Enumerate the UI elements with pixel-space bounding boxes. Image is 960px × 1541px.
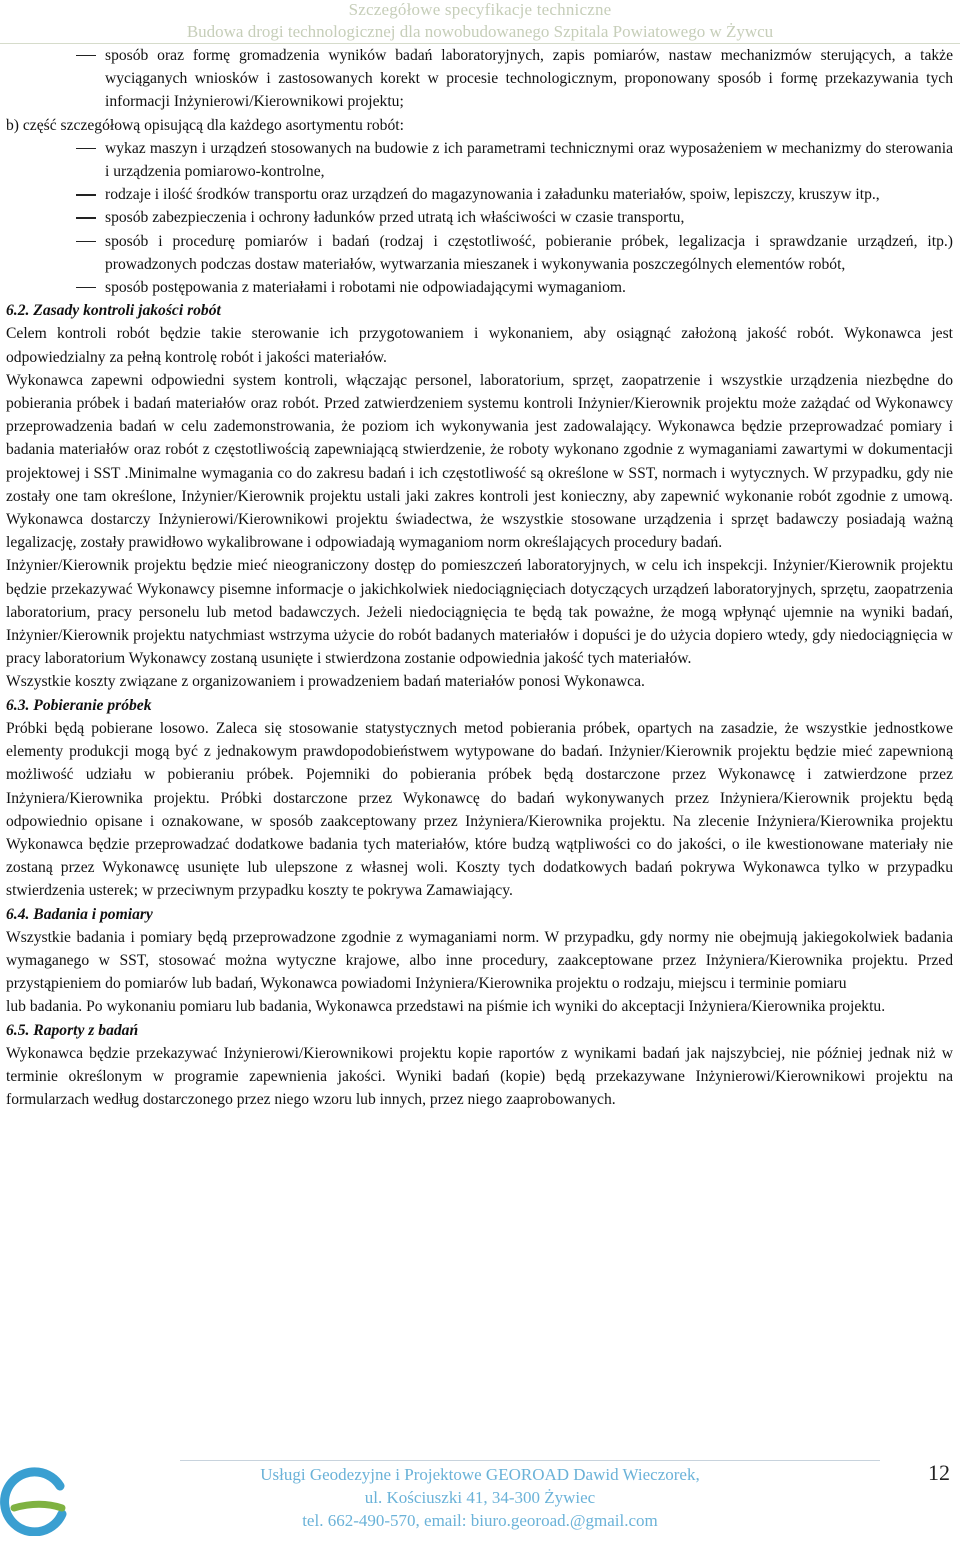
georoad-logo-icon — [0, 1464, 80, 1536]
list-item: sposób postępowania z materiałami i robotami nie odpowiadającymi wymaganiom. — [6, 276, 953, 299]
list-item: wykaz maszyn i urządzeń stosowanych na budowie z ich parametrami technicznymi oraz wyposażeniem w mechanizmy do sterowania i urządzenia pomiarowo-kontrolne, — [6, 137, 953, 183]
header-subtitle: Budowa drogi technologicznej dla nowobudowanego Szpitala Powiatowego w Żywcu — [186, 22, 774, 41]
footer-company: Usługi Geodezyjne i Projektowe GEOROAD Dawid Wieczorek, — [260, 1465, 700, 1484]
section-heading-6-2: 6.2. Zasady kontroli jakości robót — [6, 302, 221, 320]
document-body — [6, 44, 953, 1111]
section-heading-6-5: 6.5. Raporty z badań — [6, 1021, 139, 1039]
paragraph: Inżynier/Kierownik projektu będzie mieć nieograniczony dostęp do pomieszczeń laboratoryjnych, w celu ich inspekcji. Inżynier/Kierownik projektu będzie przekazywać Wykonawcy pisemne informacje o jakichkolwiek niedociągnięciach dotyczących urządzeń laboratoryjnych, sprzętu, zaopatrzenia laboratorium, pracy personelu lub metod badawczych. Jeżeli niedociągnięcia te będą tak poważne, że mogą wpłynąć ujemnie na wyniki badań, Inżynier/Kierownik projektu natychmiast wstrzyma użycie do robót badanych materiałów i dopuści je do użycia dopiero wtedy, gdy niedociągnięcia w pracy laboratorium Wykonawcy zostaną usunięte i stwierdzona zostanie odpowiednia jakość tych materiałów. — [6, 557, 953, 668]
header-title: Szczegółowe specyfikacje techniczne — [348, 0, 612, 19]
paragraph: Celem kontroli robót będzie takie sterowanie ich przygotowaniem i wykonaniem, aby osiągnąć założoną jakość robót. Wykonawca jest odpowiedzialny za pełną kontrolę robót i jakości materiałów. — [6, 325, 953, 366]
footer-address: ul. Kościuszki 41, 34-300 Żywiec — [364, 1488, 596, 1507]
paragraph: Wszystkie badania i pomiary będą przeprowadzone zgodnie z wymaganiami norm. W przypadku, gdy normy nie obejmują jakiegokolwiek badania wymaganego w SST, stosować można wytyczne krajowe, albo inne procedury, zaakceptowane przez Inżyniera/Kierownika projektu. Przed przystąpieniem do pomiarów lub badań, Wykonawca powiadomi Inżyniera/Kierownika projektu o rodzaju, miejscu i terminie pomiaru — [6, 928, 953, 993]
paragraph: Wykonawca zapewni odpowiedni system kontroli, włączając personel, laboratorium, sprzęt, zaopatrzenie i wszystkie urządzenia niezbędne do pobierania próbek i badań materiałów oraz robót. Przed zatwierdzeniem systemu kontroli Inżynier/Kierownik projektu może zażądać od Wykonawcy przeprowadzenia badań w celu zademonstrowania, że poziom ich wykonywania jest zadowalający. Wykonawca będzie przeprowadzać pomiary i badania materiałów oraz robót z częstotliwością zapewniającą stwierdzenie, że roboty wykonano zgodnie z wymaganiami zawartymi w dokumentacji projektowej i SST .Minimalne wymagania co do zakresu badań i ich częstotliwość są określone w SST, normach i wytycznych. W przypadku, gdy nie zostały one tam określone, Inżynier/Kierownik projektu ustali jaki zakres kontroli jest konieczny, aby zapewnić wykonanie robót zgodnie z umową. Wykonawca dostarczy Inżynierowi/Kierownikowi projektu świadectwa, że wszystkie stosowane urządzenia i sprzęt badawczy posiadają ważną legalizację, zostały prawidłowo wykalibrowane i odpowiadają wymaganiom norm określających procedury badań. — [6, 371, 953, 552]
paragraph: Próbki będą pobierane losowo. Zaleca się stosowanie statystycznych metod pobierania próbek, opartych na zasadzie, że wszystkie jednostkowe elementy produkcji mogą być z jednakowym prawdopodobieństwem wytypowane do badań. Inżynier/Kierownik projektu będzie mieć zapewnioną możliwość udziału w pobieraniu próbek. Pojemniki do pobierania próbek będą dostarczone przez Wykonawcę i zatwierdzone przez Inżyniera/Kierownika projektu. Próbki dostarczone przez Wykonawcę do badań wykonywanych przez Inżyniera/Kierownik projektu będą odpowiednio opisane i oznakowane, w sposób zaakceptowany przez Inżyniera/Kierownika projektu. Na zlecenie Inżyniera/Kierownika projektu Wykonawca będzie przeprowadzać dodatkowe badania tych materiałów, które budzą wątpliwości co do jakości, o ile kwestionowane materiały nie zostaną przez Wykonawcę usunięte lub ulepszone z własnej woli. Koszty tych dodatkowych badań pokrywa Wykonawca tylko w przypadku stwierdzenia usterek; w przeciwnym przypadku koszty te pokrywa Zamawiający. — [6, 719, 953, 900]
paragraph: Wykonawca będzie przekazywać Inżynierowi/Kierownikowi projektu kopie raportów z wynikami badań jak najszybciej, nie później jednak niż w terminie określonym w programie zapewnienia jakości. Wyniki badań (kopie) będą przekazywane Inżynierowi/Kierownikowi projektu na formularzach według dostarczonego przez niego wzoru lub innych, przez niego zaaprobowanych. — [6, 1044, 953, 1109]
paragraph: lub badania. Po wykonaniu pomiaru lub badania, Wykonawca przedstawi na piśmie ich wyniki do akceptacji Inżyniera/Kierownika projektu. — [6, 998, 886, 1016]
list-item: sposób zabezpieczenia i ochrony ładunków przed utratą ich właściwości w czasie transportu, — [6, 206, 953, 229]
page-footer — [0, 1460, 960, 1536]
list-item: sposób oraz formę gromadzenia wyników badań laboratoryjnych, zapis pomiarów, nastaw mechanizmów sterujących, a także wyciąganych wniosków i zastosowanych korekt w procesie technologicznym, proponowany sposób i formę przekazywania tych informacji Inżynierowi/Kierownikowi projektu; — [6, 44, 953, 114]
list-item: rodzaje i ilość środków transportu oraz urządzeń do magazynowania i załadunku materiałów, spoiw, lepiszczy, kruszyw itp., — [6, 183, 953, 206]
page-number: 12 — [928, 1460, 950, 1485]
footer-divider — [180, 1460, 880, 1461]
section-heading-6-4: 6.4. Badania i pomiary — [6, 905, 153, 923]
section-heading-6-3: 6.3. Pobieranie próbek — [6, 696, 152, 714]
list-item: sposób i procedurę pomiarów i badań (rodzaj i częstotliwość, pobieranie próbek, legalizacja i sprawdzanie urządzeń, itp.) prowadzonych podczas dostaw materiałów, wytwarzania mieszanek i wykonywania poszczególnych elementów robót, — [6, 230, 953, 276]
list-intro: b) część szczegółową opisującą dla każdego asortymentu robót: — [6, 116, 404, 134]
footer-contact: tel. 662-490-570, email: biuro.georoad.@gmail.com — [302, 1511, 658, 1530]
paragraph: Wszystkie koszty związane z organizowaniem i prowadzeniem badań materiałów ponosi Wykonawca. — [6, 673, 645, 691]
